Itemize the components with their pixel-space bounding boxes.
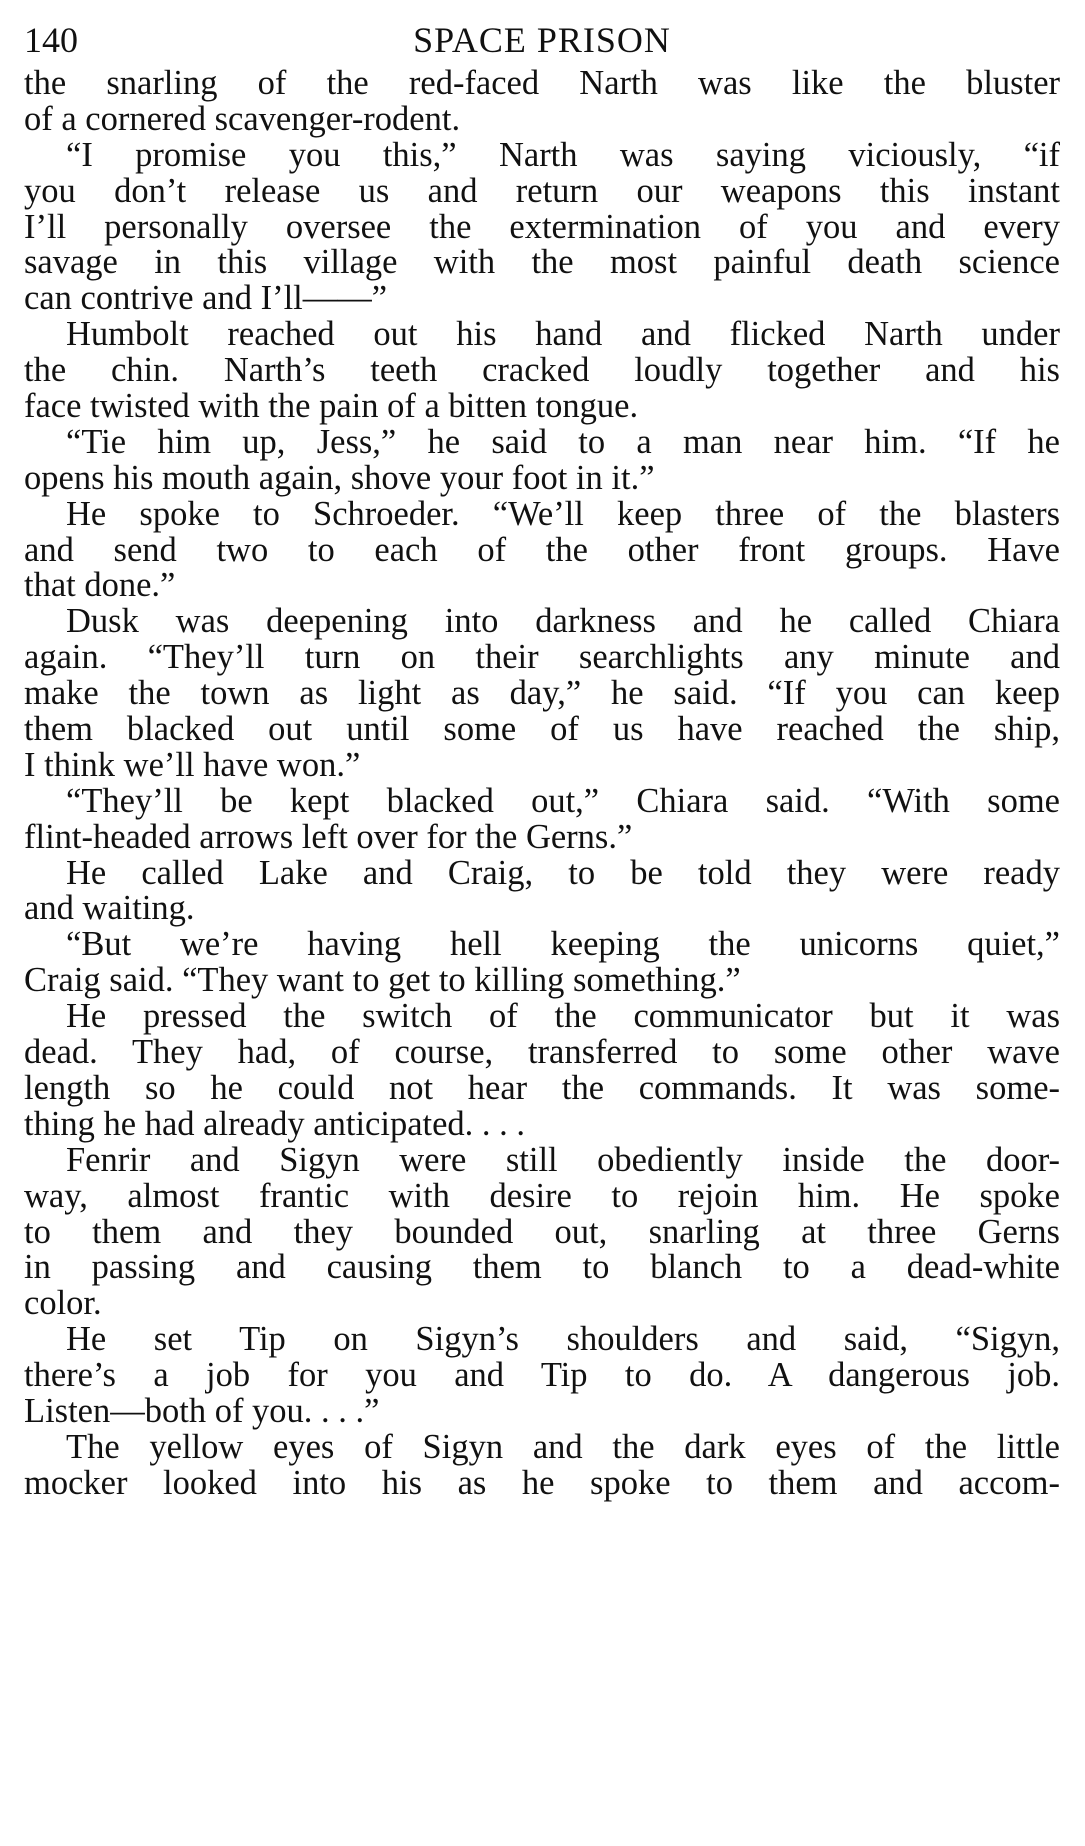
text-line: opens his mouth again, shove your foot in it.”: [24, 458, 655, 497]
paragraph: [24, 927, 1060, 999]
text-line: “I promise you this,” Narth was saying viciously, “if: [66, 135, 1060, 174]
text-line: in passing and causing them to blanch to a dead-white: [24, 1248, 1060, 1287]
text-line: Fenrir and Sigyn were still obediently inside the door-: [66, 1140, 1060, 1179]
text-line: “They’ll be kept blacked out,” Chiara said. “With some: [66, 781, 1060, 820]
paragraph: [24, 853, 1060, 928]
text-line: that done.”: [24, 566, 176, 605]
body-text: [24, 66, 1060, 1502]
text-line: there’s a job for you and Tip to do. A dangerous job.: [24, 1356, 1060, 1395]
running-head: [24, 14, 1060, 66]
paragraph: [24, 1322, 1060, 1430]
paragraph: [24, 135, 1060, 318]
book-title: SPACE PRISON: [413, 20, 671, 60]
text-line: the snarling of the red-faced Narth was like the bluster: [24, 64, 1060, 102]
text-line: you don’t release us and return our weapons this instant: [24, 171, 1060, 210]
text-line: the chin. Narth’s teeth cracked loudly together and his: [24, 351, 1060, 390]
text-line: again. “They’ll turn on their searchlights any minute and: [24, 638, 1060, 677]
paragraph: [24, 494, 1060, 605]
text-line: can contrive and I’ll——”: [24, 279, 388, 318]
text-line: He set Tip on Sigyn’s shoulders and said, “Sigyn,: [66, 1320, 1060, 1359]
text-line: way, almost frantic with desire to rejoin him. He spoke: [24, 1176, 1060, 1215]
text-line: make the town as light as day,” he said. “If you can keep: [24, 674, 1060, 713]
text-line: Listen—both of you. . . .”: [24, 1391, 380, 1430]
text-line: color.: [24, 1284, 102, 1323]
text-line: “But we’re having hell keeping the unicorns quiet,”: [66, 925, 1060, 964]
book-page: [24, 14, 1060, 1502]
paragraph: [24, 999, 1060, 1143]
text-line: Dusk was deepening into darkness and he called Chiara: [66, 602, 1060, 641]
paragraph: [24, 1427, 1060, 1502]
text-line: Humbolt reached out his hand and flicked Narth under: [66, 315, 1060, 354]
text-line: them blacked out until some of us have reached the ship,: [24, 710, 1060, 749]
text-line: He called Lake and Craig, to be told they were ready: [66, 853, 1060, 892]
paragraph: [24, 422, 1060, 497]
text-line: of a cornered scavenger-rodent.: [24, 99, 461, 138]
text-line: and waiting.: [24, 889, 195, 928]
text-line: thing he had already anticipated. . . .: [24, 1104, 526, 1143]
text-line: to them and they bounded out, snarling at three Gerns: [24, 1212, 1060, 1251]
text-line: flint-headed arrows left over for the Gerns.”: [24, 817, 633, 856]
paragraph: [24, 317, 1060, 425]
text-line: length so he could not hear the commands. It was some-: [24, 1068, 1060, 1107]
text-line: I think we’ll have won.”: [24, 745, 361, 784]
text-line: face twisted with the pain of a bitten tongue.: [24, 387, 639, 426]
page-number: 140: [24, 20, 78, 60]
text-line: mocker looked into his as he spoke to them and accom-: [24, 1463, 1060, 1502]
paragraph: [24, 66, 1060, 138]
paragraph: [24, 604, 1060, 783]
text-line: He pressed the switch of the communicator but it was: [66, 997, 1060, 1036]
paragraph: [24, 781, 1060, 856]
text-line: I’ll personally oversee the extermination of you and every: [24, 207, 1060, 246]
text-line: The yellow eyes of Sigyn and the dark eyes of the little: [66, 1427, 1060, 1466]
paragraph: [24, 1140, 1060, 1323]
text-line: dead. They had, of course, transferred to some other wave: [24, 1033, 1060, 1072]
text-line: Craig said. “They want to get to killing something.”: [24, 961, 741, 1000]
text-line: savage in this village with the most painful death science: [24, 243, 1060, 282]
text-line: and send two to each of the other front groups. Have: [24, 530, 1060, 569]
text-line: “Tie him up, Jess,” he said to a man near him. “If he: [66, 422, 1060, 461]
text-line: He spoke to Schroeder. “We’ll keep three of the blasters: [66, 494, 1060, 533]
